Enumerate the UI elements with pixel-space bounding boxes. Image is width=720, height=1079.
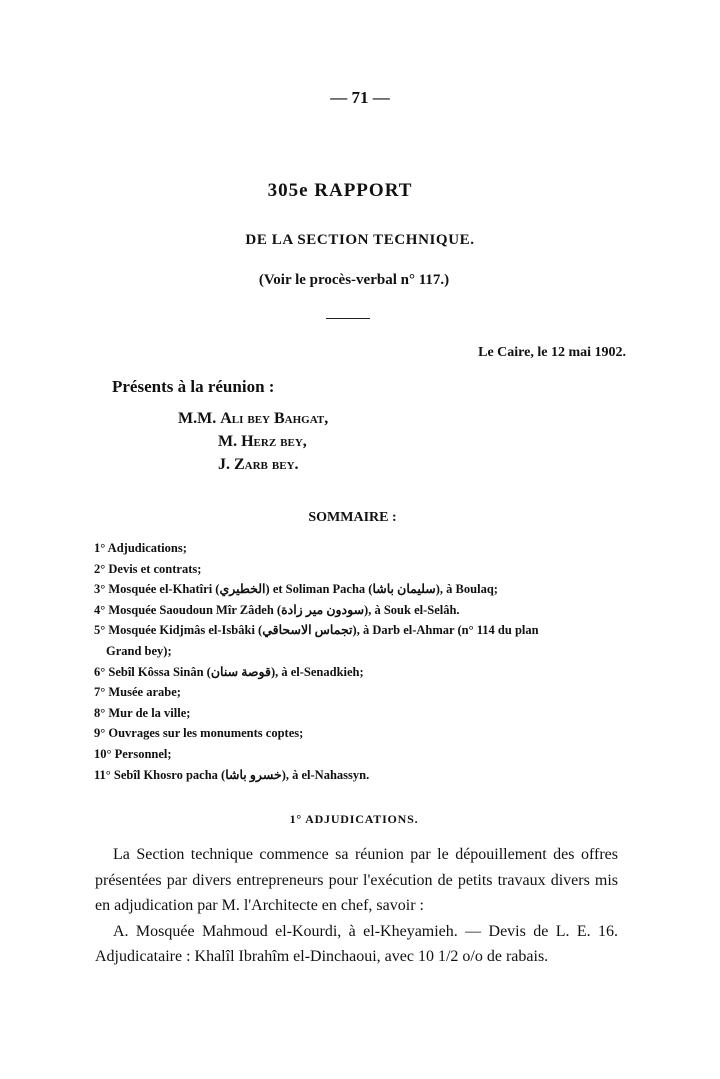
sommaire-item: 6° Sebîl Kôssa Sinân (قوصة سنان), à el-Senadkieh; [94,664,364,679]
title-divider [326,318,370,319]
member-prefix: M. [218,433,242,450]
page-number: — 71 — [330,88,390,107]
sommaire-item: 2° Devis et contrats; [94,561,202,576]
sommaire-list [94,538,654,785]
sommaire-item: 7° Musée arabe; [94,685,181,700]
sommaire-item: 11° Sebîl Khosro pacha (خسرو باشا), à el-Nahassyn. [94,767,370,782]
member-prefix: J. [218,456,234,473]
member-name: Herz bey [241,433,303,450]
proces-verbal-reference: (Voir le procès-verbal n° 117.) [258,272,450,288]
sommaire-item: 8° Mur de la ville; [94,705,191,720]
paragraph [95,919,618,970]
sommaire-heading: SOMMAIRE : [308,510,397,525]
member-name: Zarb bey [234,456,295,473]
member-suffix: . [294,456,299,473]
member-name: Ali bey Bahgat [220,410,325,427]
dateline: Le Caire, le 12 mai 1902. [478,345,626,360]
member-line [218,433,307,451]
sommaire-item: 1° Adjudications; [94,541,187,555]
member-line [178,410,328,428]
paragraph [95,842,618,919]
sommaire-item: 10° Personnel; [94,746,172,761]
member-prefix: M.M. [178,410,221,427]
member-line [218,456,299,474]
attendance-heading: Présents à la réunion : [112,377,275,396]
paragraph-line: offres présentées par divers entrepreneurs pour l'exécution de petits travaux [95,846,619,889]
sommaire-item-continuation: Grand bey); [106,643,172,658]
paragraph-line: divers mis en adjudication par M. l'Architecte en chef, savoir : [95,871,619,914]
member-suffix: , [324,410,329,427]
report-title: 305e RAPPORT [267,180,413,201]
paragraph-line: Adjudicataire : Khalîl Ibrahîm el-Dinchaoui, avec 10 1/2 o/o de rabais. [95,948,549,965]
report-subtitle: DE LA SECTION TECHNIQUE. [245,232,475,248]
member-suffix: , [302,433,307,450]
paragraph-line: A. Mosquée Mahmoud el-Kourdi, à el-Kheyamieh. — Devis de L. E. 16. [113,922,618,940]
sommaire-item: 5° Mosquée Kidjmâs el-Isbâki (تجماس الاسحاقي), à Darb el-Ahmar (n° 114 du plan [94,623,539,638]
section-heading: 1° ADJUDICATIONS. [289,812,419,826]
section-body [95,842,618,970]
sommaire-item: 9° Ouvrages sur les monuments coptes; [94,726,304,741]
sommaire-item: 3° Mosquée el-Khatîri (الخطيري) et Soliman Pacha (سليمان باشا), à Boulaq; [94,582,498,597]
sommaire-item: 4° Mosquée Saoudoun Mîr Zâdeh (سودون مير زادة), à Souk el-Selâh. [94,602,460,617]
paragraph-line: La Section technique commence sa réunion par le dépouillement des [113,846,575,863]
